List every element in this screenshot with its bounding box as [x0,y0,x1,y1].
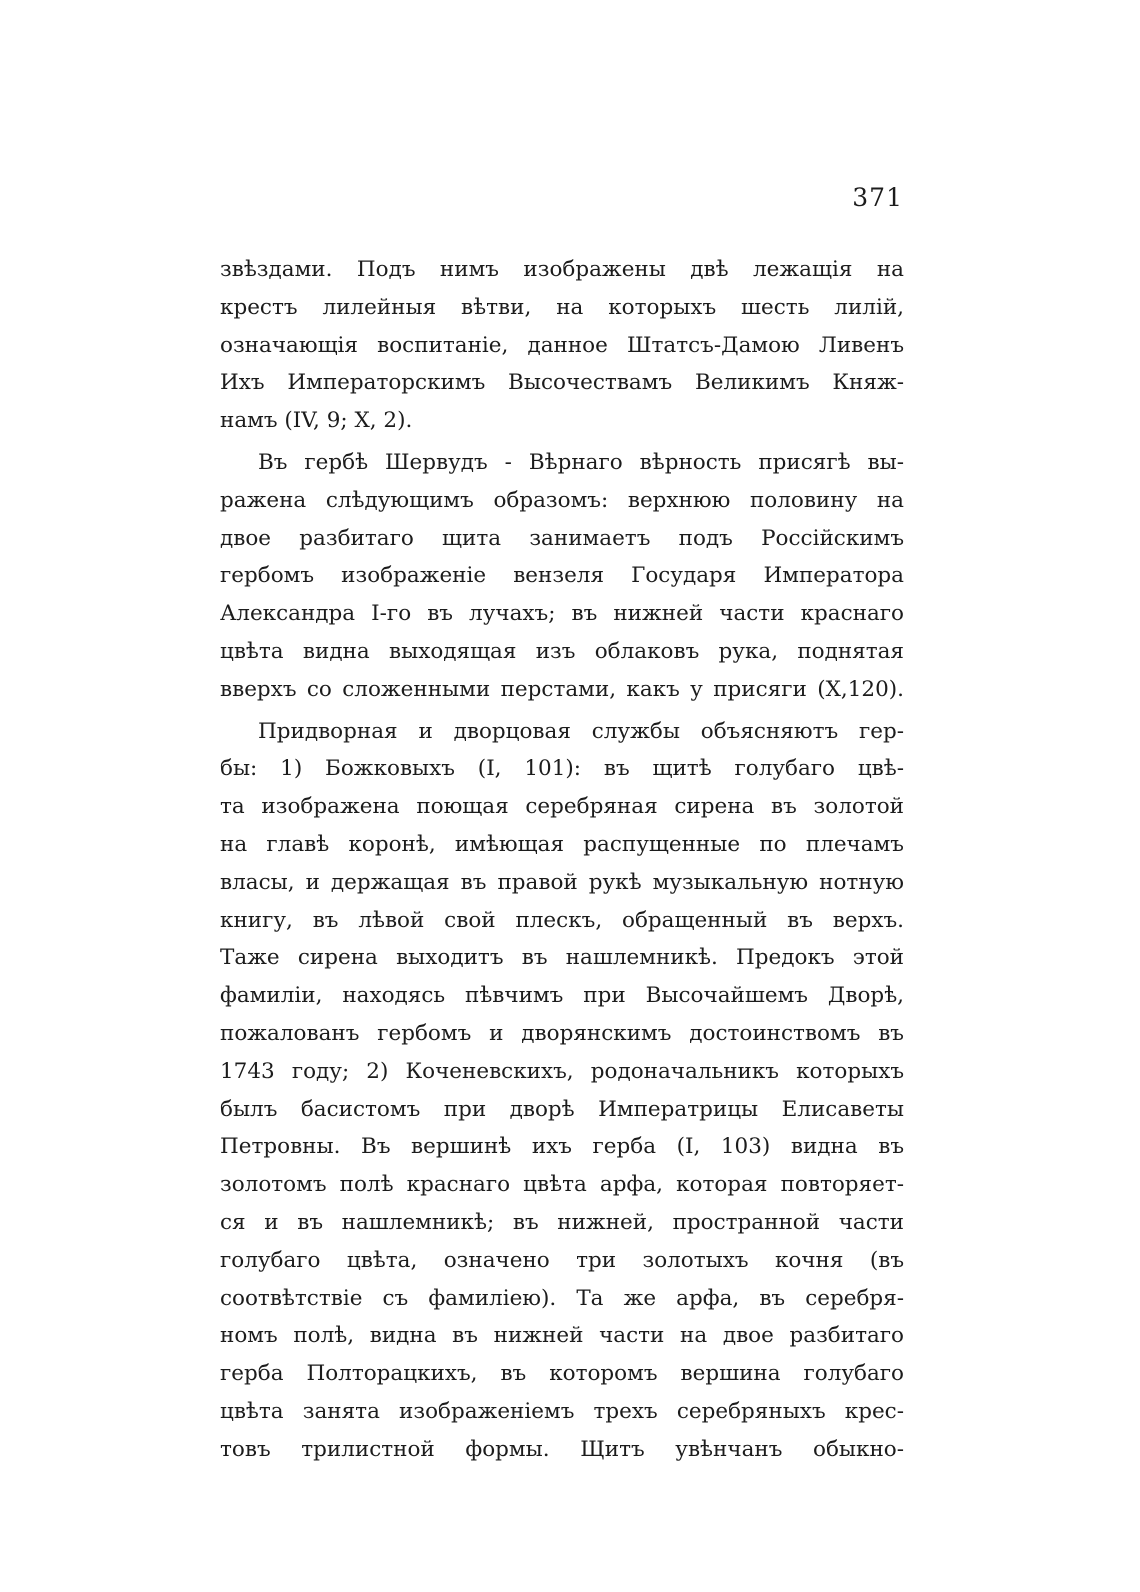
text-line: былъ басистомъ при дворѣ Императрицы Елисаветы [220,1096,904,1122]
body-text [220,251,904,1469]
text-line: бы: 1) Божковыхъ (I, 101): въ щитѣ голубаго цвѣ- [220,756,904,782]
text-line: гербомъ изображеніе вензеля Государя Императора [220,563,904,589]
text-line: Таже сирена выходитъ въ нашлемникѣ. Предокъ этой [220,945,904,971]
text-line: пожалованъ гербомъ и дворянскимъ достоинствомъ въ [220,1020,904,1046]
text-line: книгу, въ лѣвой свой плескъ, обращенный въ верхъ. [220,907,904,933]
text-line: вверхъ со сложенными перстами, какъ у присяги (X,120). [220,676,904,702]
text-line: ражена слѣдующимъ образомъ: верхнюю половину на [220,487,904,513]
text-line: крестъ лилейныя вѣтви, на которыхъ шесть лилій, [220,294,904,320]
text-line: Александра I-го въ лучахъ; въ нижней части краснаго [220,601,904,627]
text-line: ся и въ нашлемникѣ; въ нижней, пространной части [220,1209,904,1235]
text-line: Въ гербѣ Шервудъ - Вѣрнаго вѣрность присягѣ вы- [258,449,904,475]
text-line: двое разбитаго щита занимаетъ подъ Россійскимъ [220,525,904,551]
text-line: цвѣта занята изображеніемъ трехъ серебряныхъ крес- [220,1398,904,1424]
text-line: соотвѣтствіе съ фамиліею). Та же арфа, въ серебря- [220,1285,904,1311]
text-line: намъ (IV, 9; X, 2). [220,408,413,434]
text-line: звѣздами. Подъ нимъ изображены двѣ лежащія на [220,257,904,282]
text-line: власы, и держащая въ правой рукѣ музыкальную нотную [220,869,904,895]
page-number: 371 [852,183,903,212]
text-line: цвѣта видна выходящая изъ облаковъ рука, поднятая [220,638,904,664]
text-line: Придворная и дворцовая службы объясняютъ гер- [258,718,904,744]
text-line: фамиліи, находясь пѣвчимъ при Высочайшемъ Дворѣ, [220,983,904,1009]
text-line: означающія воспитаніе, данное Штатсъ-Дамою Ливенъ [220,332,904,358]
text-line: Ихъ Императорскимъ Высочествамъ Великимъ Княж- [220,370,904,396]
text-line: та изображена поющая серебряная сирена въ золотой [220,794,904,820]
paragraph [220,713,904,1469]
text-line: герба Полторацкихъ, въ которомъ вершина голубаго [220,1361,904,1387]
text-line: 1743 году; 2) Коченевскихъ, родоначальникъ которыхъ [220,1058,904,1084]
text-line: голубаго цвѣта, означено три золотыхъ кочня (въ [220,1247,904,1273]
text-line: номъ полѣ, видна въ нижней части на двое разбитаго [220,1323,904,1349]
paragraph [220,444,904,709]
paragraph [220,251,904,440]
text-line: золотомъ полѣ краснаго цвѣта арфа, которая повторяет- [220,1172,904,1198]
text-line: на главѣ коронѣ, имѣющая распущенные по плечамъ [220,831,904,857]
text-line: Петровны. Въ вершинѣ ихъ герба (I, 103) видна въ [220,1134,904,1160]
text-line: товъ трилистной формы. Щитъ увѣнчанъ обыкно- [220,1436,904,1462]
